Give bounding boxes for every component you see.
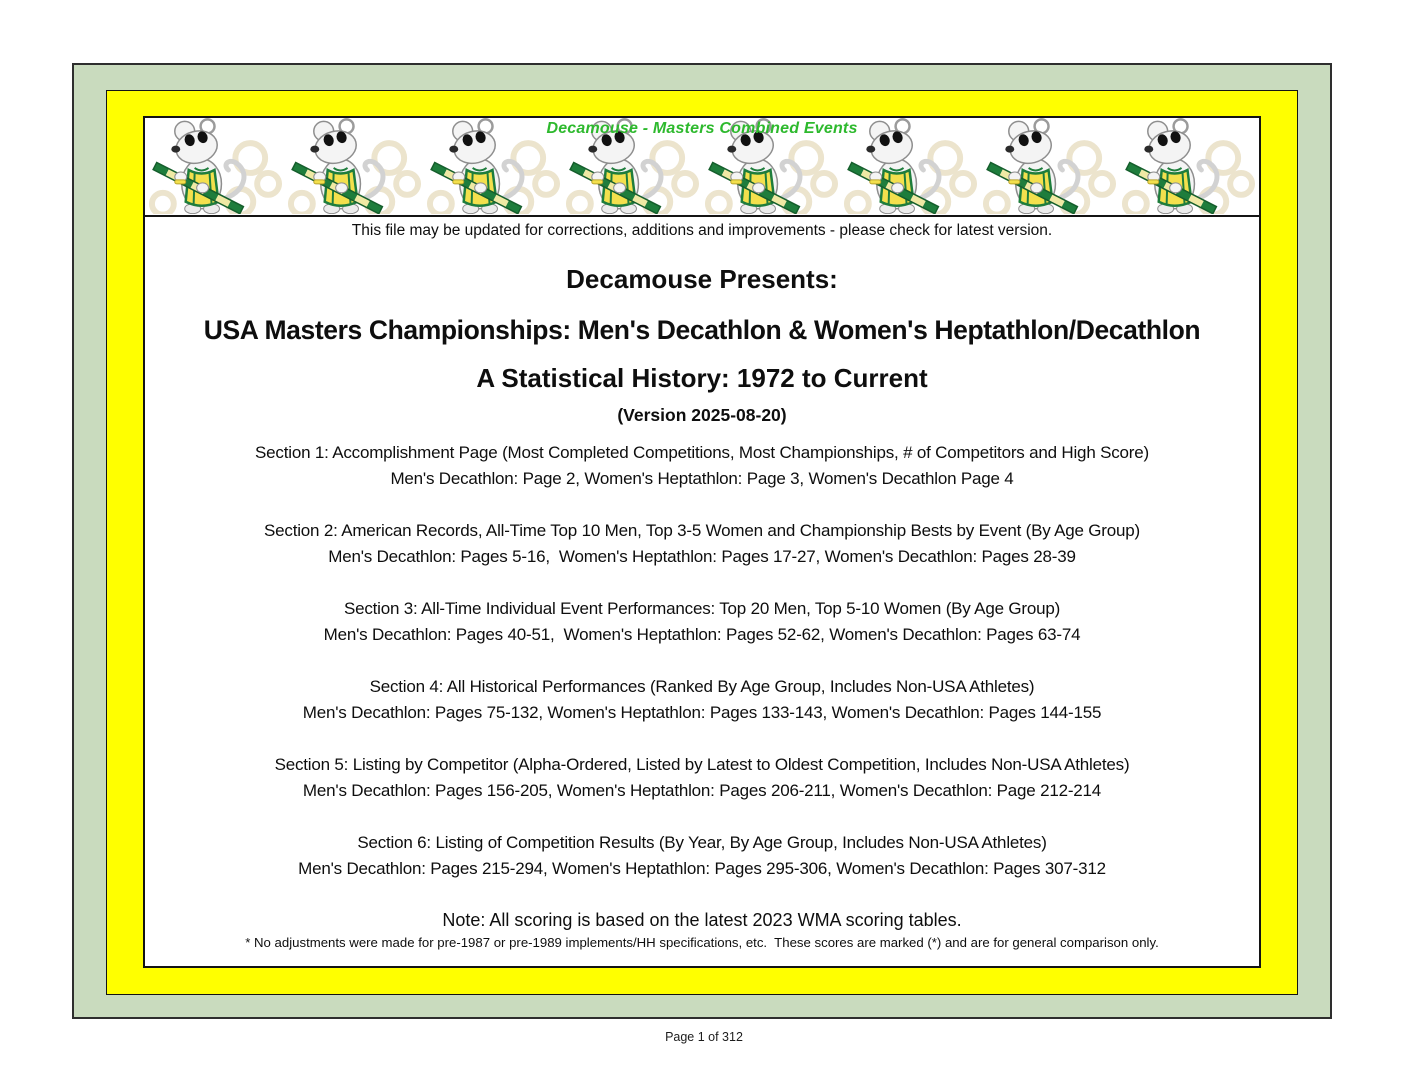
scoring-note: Note: All scoring is based on the latest 2023 WMA scoring tables. xyxy=(442,910,962,930)
section-title-line: Section 1: Accomplishment Page (Most Completed Competitions, Most Championships, # of Competitors and High Score) xyxy=(255,443,1149,462)
presents-heading: Decamouse Presents: xyxy=(566,264,838,294)
section-block xyxy=(145,596,1259,648)
section-title-line: Section 3: All-Time Individual Event Performances: Top 20 Men, Top 5-10 Women (By Age Group) xyxy=(343,599,1061,618)
section-title-line: Section 2: American Records, All-Time Top 10 Men, Top 3-5 Women and Championship Bests by Event (By Age Group) xyxy=(264,521,1140,540)
section-title-line: Section 6: Listing of Competition Results (By Year, By Age Group, Includes Non-USA Athletes) xyxy=(357,833,1047,852)
section-title-line: Section 5: Listing by Competitor (Alpha-Ordered, Listed by Latest to Oldest Competition, Includes Non-USA Athletes) xyxy=(274,755,1130,774)
section-block xyxy=(145,752,1259,804)
section-block xyxy=(145,674,1259,726)
banner-title: Decamouse - Masters Combined Events xyxy=(546,120,858,137)
title-page-content xyxy=(143,116,1261,968)
section-pages-line: Men's Decathlon: Pages 75-132, Women's Heptathlon: Pages 133-143, Women's Decathlon: Pages 144-155 xyxy=(302,703,1102,722)
adjustments-footnote: * No adjustments were made for pre-1987 or pre-1989 implements/HH specifications, etc. These scores are marked (*) and are for general comparison only. xyxy=(245,935,1159,950)
section-block xyxy=(145,518,1259,570)
page-subtitle: A Statistical History: 1972 to Current xyxy=(476,363,928,393)
sections-list xyxy=(145,440,1259,882)
section-pages-line: Men's Decathlon: Pages 5-16, Women's Heptathlon: Pages 17-27, Women's Decathlon: Pages 28-39 xyxy=(328,547,1076,566)
mascot-banner xyxy=(145,118,1259,217)
outer-green-frame xyxy=(72,63,1332,1019)
version-label: (Version 2025-08-20) xyxy=(617,405,787,425)
page-title: USA Masters Championships: Men's Decathlon & Women's Heptathlon/Decathlon xyxy=(203,315,1201,345)
section-title-line: Section 4: All Historical Performances (Ranked By Age Group, Includes Non-USA Athletes) xyxy=(369,677,1035,696)
section-pages-line: Men's Decathlon: Pages 215-294, Women's Heptathlon: Pages 295-306, Women's Decathlon: Pages 307-312 xyxy=(298,859,1106,878)
section-block xyxy=(145,440,1259,492)
section-pages-line: Men's Decathlon: Pages 40-51, Women's Heptathlon: Pages 52-62, Women's Decathlon: Pages 63-74 xyxy=(323,625,1081,644)
section-pages-line: Men's Decathlon: Page 2, Women's Heptathlon: Page 3, Women's Decathlon Page 4 xyxy=(390,469,1014,488)
inner-yellow-frame xyxy=(106,90,1298,995)
section-block xyxy=(145,830,1259,882)
update-notice: This file may be updated for corrections, additions and improvements - please check for latest version. xyxy=(351,222,1053,239)
section-pages-line: Men's Decathlon: Pages 156-205, Women's Heptathlon: Pages 206-211, Women's Decathlon: Page 212-214 xyxy=(302,781,1102,800)
page-number-footer: Page 1 of 312 xyxy=(665,1030,743,1044)
